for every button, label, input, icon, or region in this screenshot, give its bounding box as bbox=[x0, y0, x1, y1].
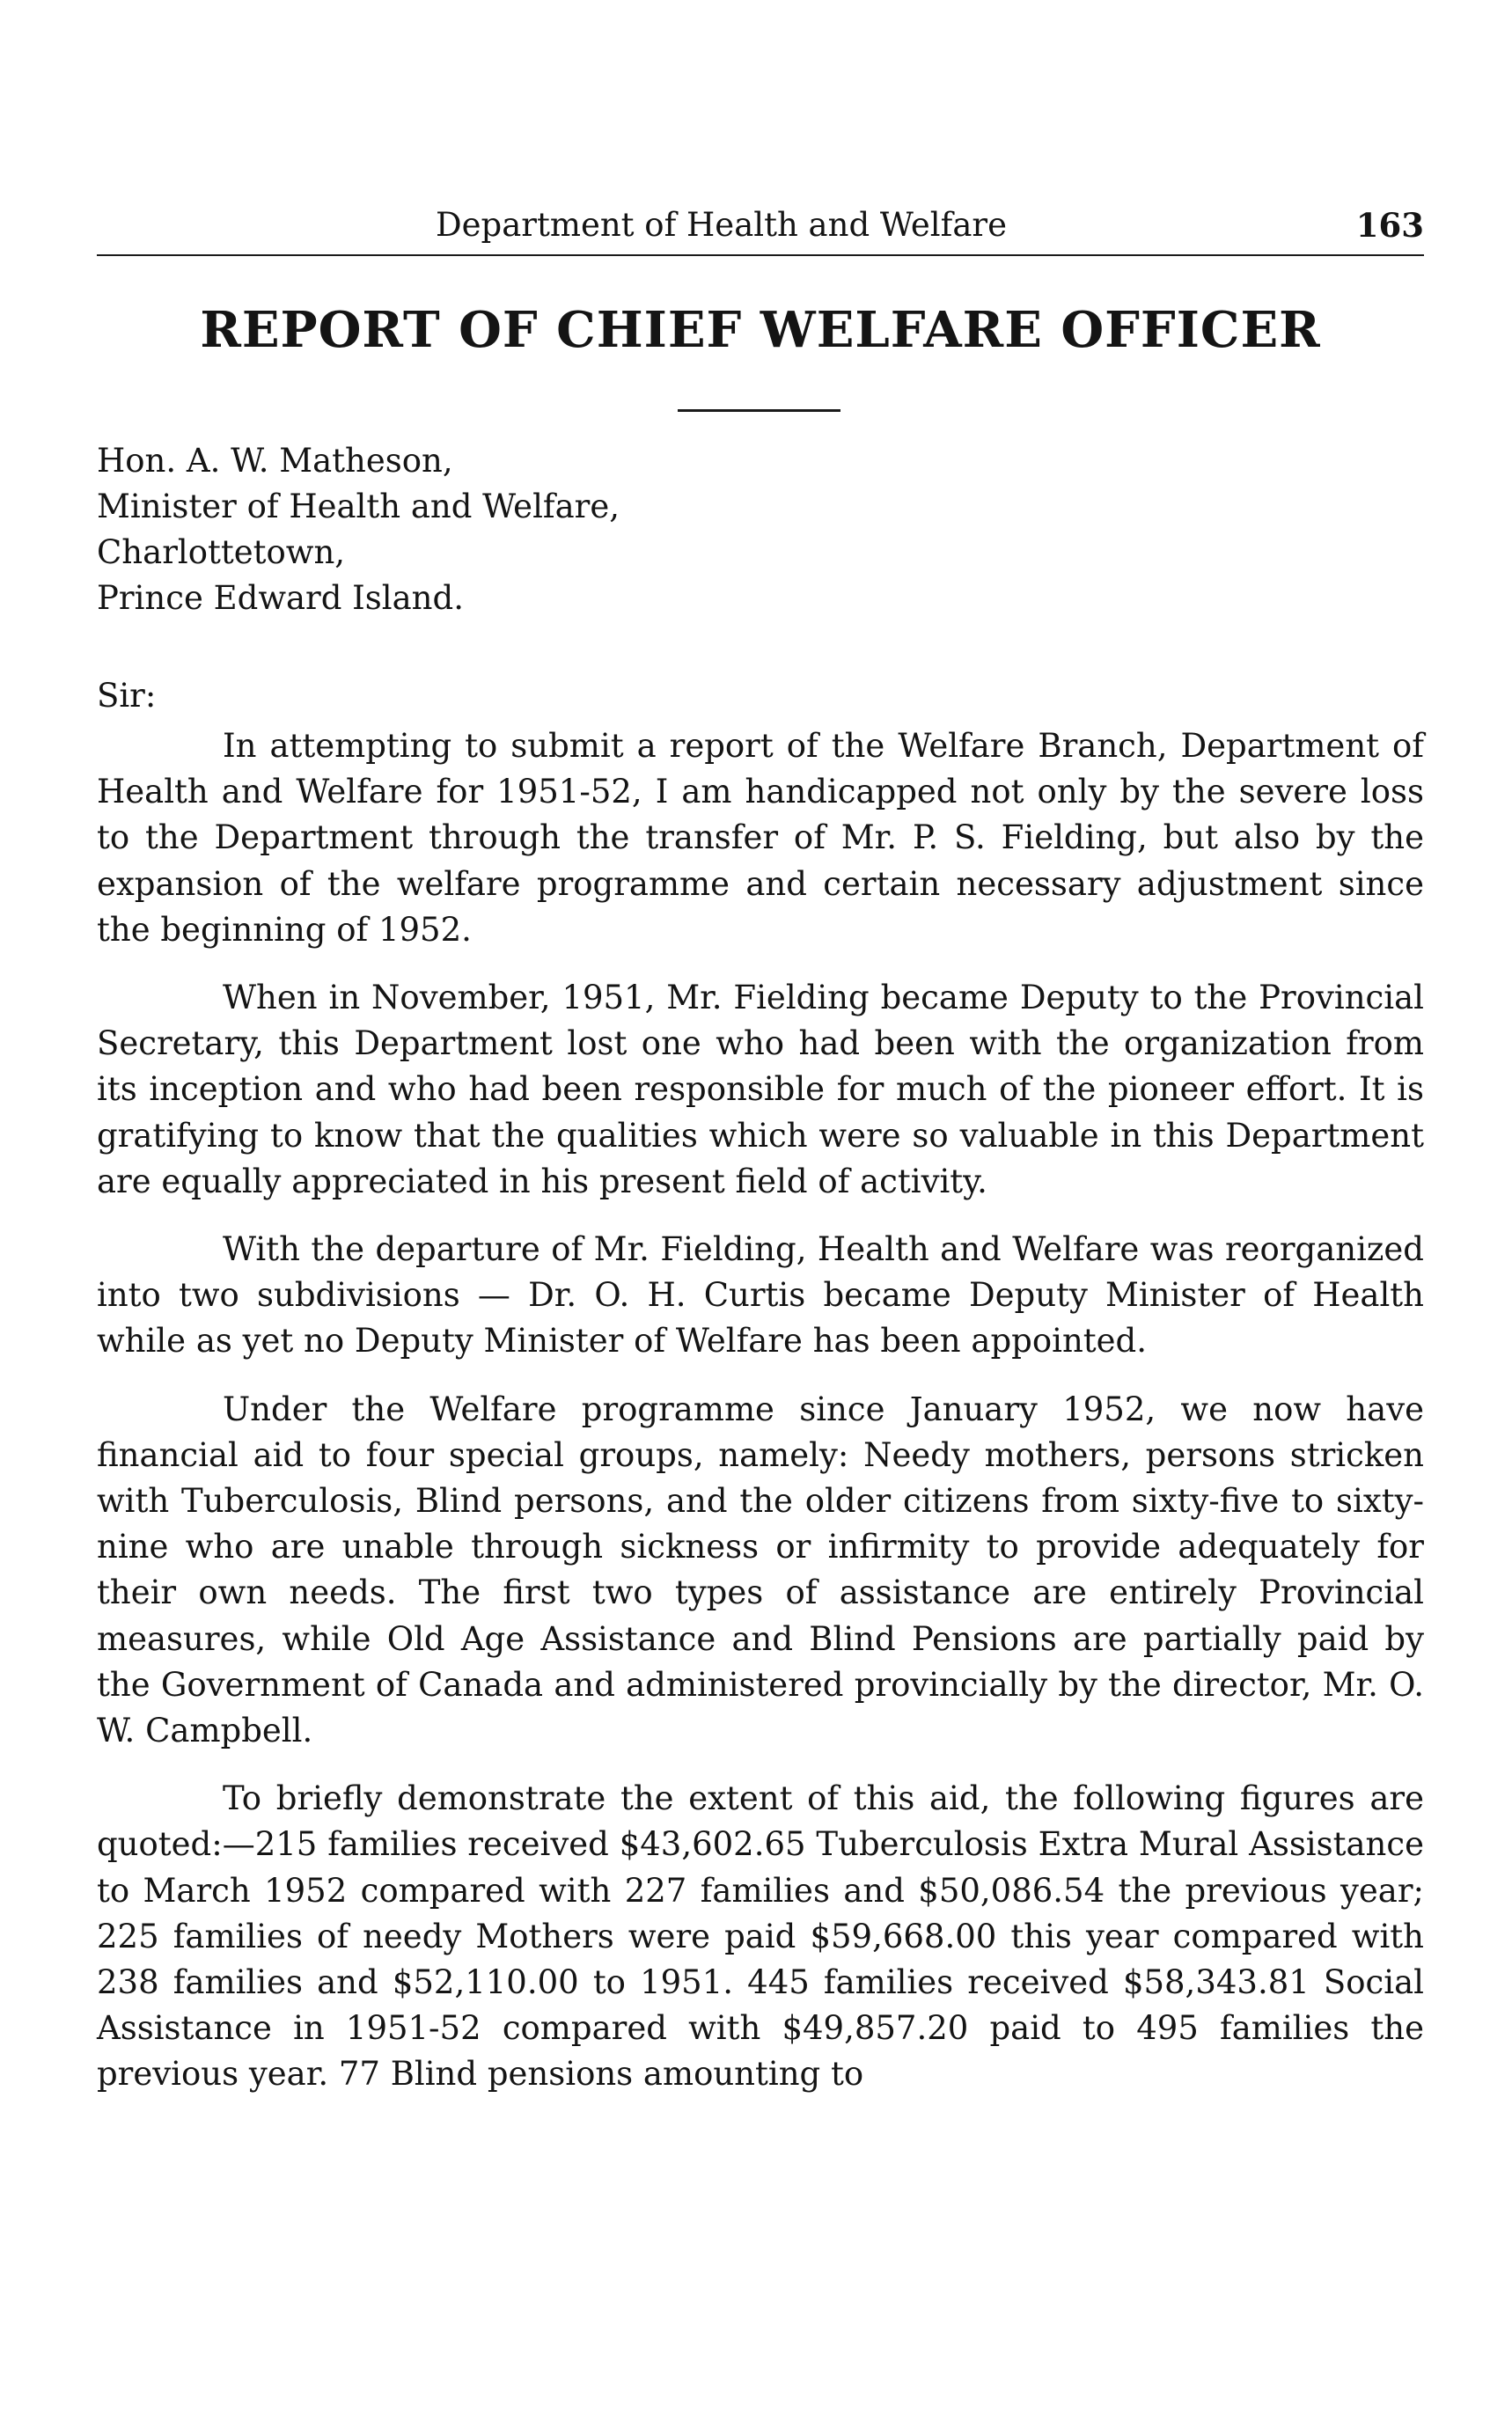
paragraph: When in November, 1951, Mr. Fielding became Deputy to the Provincial Secretary, this Department lost one who had been with the organization from its inception and who had been responsible for much of the pioneer effort. It is gratifying to know that the qualities which were so valuable in this Department are equally appreciated in his present field of activity. bbox=[97, 979, 1424, 1200]
title-rule bbox=[678, 409, 840, 412]
address-line: Charlottetown, bbox=[97, 533, 346, 571]
running-head-title: Department of Health and Welfare bbox=[436, 206, 1007, 244]
report-title: REPORT OF CHIEF WELFARE OFFICER bbox=[200, 301, 1321, 359]
paragraph: In attempting to submit a report of the Welfare Branch, Department of Health and Welfare for 1951-52, I am handicapped not only by the severe loss to the Department through the transfer of Mr. P. S. Fielding, but also by the expansion of the welfare programme and certain necessary adjustment since the beginning of 1952. bbox=[97, 727, 1424, 949]
running-head bbox=[97, 201, 1424, 250]
body-text bbox=[97, 723, 1424, 2098]
page-number: 163 bbox=[1355, 206, 1424, 245]
paragraph: Under the Welfare programme since January 1952, we now have financial aid to four special groups, namely: Needy mothers, persons stricken with Tuberculosis, Blind persons, and the older citizens from sixty-five to sixty-nine who are unable through sickness or infirmity to provide adequately for their own needs. The first two types of assistance are entirely Provincial measures, while Old Age Assistance and Blind Pensions are partially paid by the Government of Canada and administered provincially by the director, Mr. O. W. Campbell. bbox=[97, 1390, 1424, 1750]
address-line: Hon. A. W. Matheson, bbox=[97, 442, 453, 480]
address-line: Prince Edward Island. bbox=[97, 579, 464, 617]
paragraph: With the departure of Mr. Fielding, Health and Welfare was reorganized into two subdivisions — Dr. O. H. Curtis became Deputy Minister of Health while as yet no Deputy Minister of Welfare has been appointed. bbox=[97, 1230, 1424, 1361]
paragraph: To briefly demonstrate the extent of this aid, the following figures are quoted:—215 families received $43,602.65 Tuberculosis Extra Mural Assistance to March 1952 compared with 227 families and $50,086.54 the previous year; 225 families of needy Mothers were paid $59,668.00 this year compared with 238 families and $52,110.00 to 1951. 445 families received $58,343.81 Social Assistance in 1951-52 compared with $49,857.20 paid to 495 families the previous year. 77 Blind pensions amounting to bbox=[97, 1779, 1424, 2094]
address-line: Minister of Health and Welfare, bbox=[97, 488, 620, 525]
salutation: Sir: bbox=[97, 677, 157, 715]
header-rule bbox=[97, 254, 1424, 256]
address-block bbox=[97, 438, 620, 621]
